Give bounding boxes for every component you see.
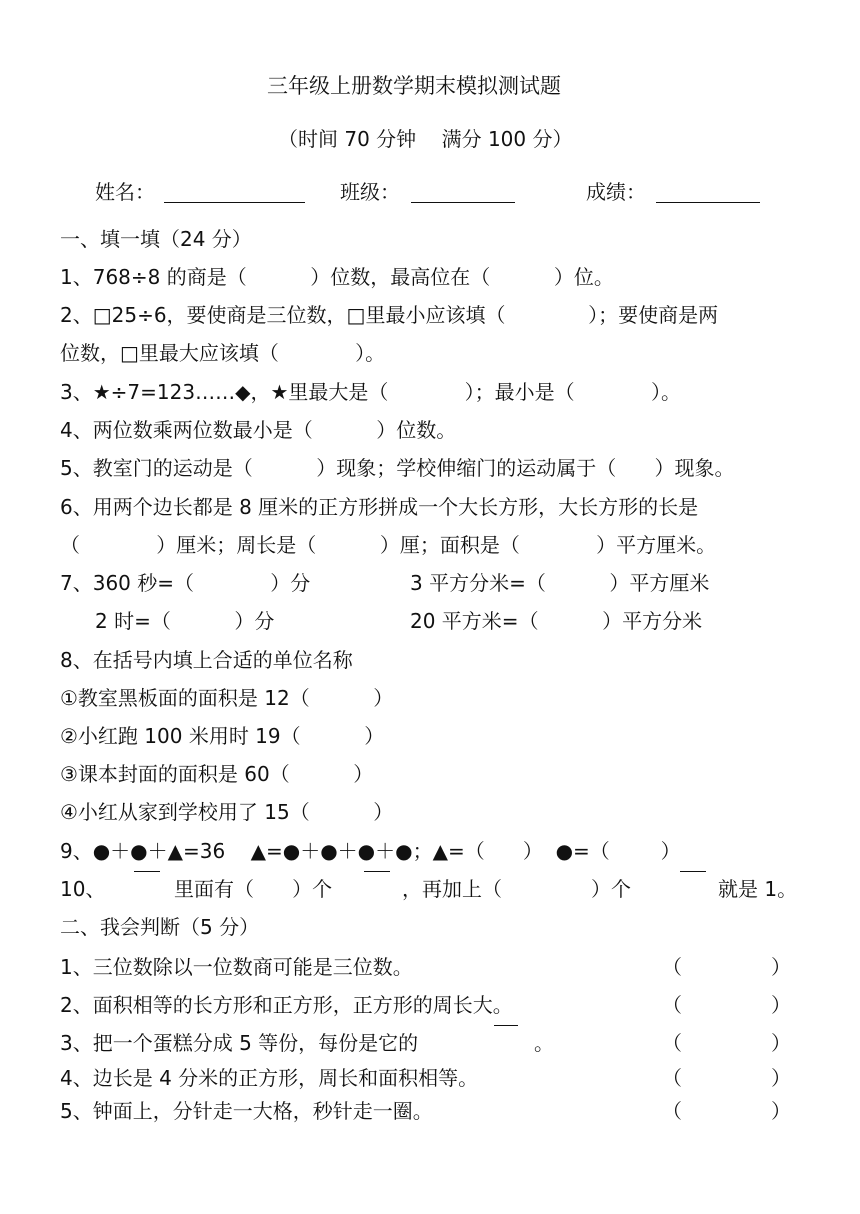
page-title: 三年级上册数学期末模拟测试题 (267, 74, 561, 98)
section-1-heading: 一、填一填（24 分） (60, 227, 252, 251)
question-8-title: 8、在括号内填上合适的单位名称 (60, 648, 353, 672)
judge-bracket-4[interactable]: （ ） (662, 1066, 792, 1090)
question-10-fraction-2 (364, 870, 390, 873)
class-label: 班级： (340, 180, 400, 204)
fraction-bar (364, 871, 390, 872)
fraction-bar (680, 871, 706, 872)
judge-item-2: 2、面积相等的长方形和正方形，正方形的周长大。 (60, 993, 513, 1017)
judge-bracket-5[interactable]: （ ） (662, 1099, 792, 1123)
question-10-part-d: 就是 1。 (718, 877, 798, 901)
fraction-bar (134, 871, 160, 872)
judge-item-3-tail: 。 (534, 1031, 554, 1055)
question-7b: 3 平方分米=（ ）平方厘米 (410, 571, 710, 595)
score-field[interactable] (656, 202, 760, 203)
question-8-item-3: ③课本封面的面积是 60（ ） (60, 762, 374, 786)
question-6-line-2: （ ）厘米；周长是（ ）厘；面积是（ ）平方厘米。 (60, 533, 717, 557)
question-7a: 7、360 秒=（ ）分 (60, 571, 311, 595)
question-1: 1、768÷8 的商是（ ）位数，最高位在（ ）位。 (60, 265, 614, 289)
question-8-item-4: ④小红从家到学校用了 15（ ） (60, 800, 394, 824)
question-10-fraction-3 (680, 870, 706, 873)
judge-item-3-fraction (494, 1024, 518, 1027)
question-3: 3、★÷7=123……◆，★里最大是（ ）；最小是（ ）。 (60, 380, 681, 404)
question-6-line-1: 6、用两个边长都是 8 厘米的正方形拼成一个大长方形，大长方形的长是 (60, 495, 699, 519)
question-7c: 2 时=（ ）分 (95, 609, 275, 633)
judge-bracket-2[interactable]: （ ） (662, 993, 792, 1017)
question-10-number: 10、 (60, 877, 106, 901)
question-10-fraction-1 (134, 870, 160, 873)
question-2-line-2: 位数，□里最大应该填（ ）。 (60, 341, 386, 365)
judge-item-1: 1、三位数除以一位数商可能是三位数。 (60, 955, 413, 979)
judge-bracket-3[interactable]: （ ） (662, 1031, 792, 1055)
exam-subtitle: （时间 70 分钟 满分 100 分） (278, 127, 573, 151)
question-9: 9、●＋●＋▲=36 ▲=●＋●＋●＋●；▲=（ ） ●=（ ） (60, 839, 681, 863)
name-label: 姓名： (95, 180, 155, 204)
judge-item-5: 5、钟面上，分针走一大格，秒针走一圈。 (60, 1099, 433, 1123)
question-5: 5、教室门的运动是（ ）现象；学校伸缩门的运动属于（ ）现象。 (60, 456, 735, 480)
fraction-bar (494, 1025, 518, 1026)
name-field[interactable] (164, 202, 305, 203)
question-8-item-2: ②小红跑 100 米用时 19（ ） (60, 724, 385, 748)
question-2-line-1: 2、□25÷6，要使商是三位数，□里最小应该填（ ）；要使商是两 (60, 303, 719, 327)
question-7d: 20 平方米=（ ）平方分米 (410, 609, 703, 633)
score-label: 成绩： (586, 180, 646, 204)
judge-item-3: 3、把一个蛋糕分成 5 等份，每份是它的 (60, 1031, 419, 1055)
question-4: 4、两位数乘两位数最小是（ ）位数。 (60, 418, 457, 442)
question-8-item-1: ①教室黑板面的面积是 12（ ） (60, 686, 394, 710)
question-10-part-c: ，再加上（ ）个 (402, 877, 632, 901)
section-2-heading: 二、我会判断（5 分） (60, 915, 260, 939)
class-field[interactable] (411, 202, 515, 203)
question-10-part-b: 里面有（ ）个 (174, 877, 333, 901)
judge-item-4: 4、边长是 4 分米的正方形，周长和面积相等。 (60, 1066, 479, 1090)
judge-bracket-1[interactable]: （ ） (662, 955, 792, 979)
